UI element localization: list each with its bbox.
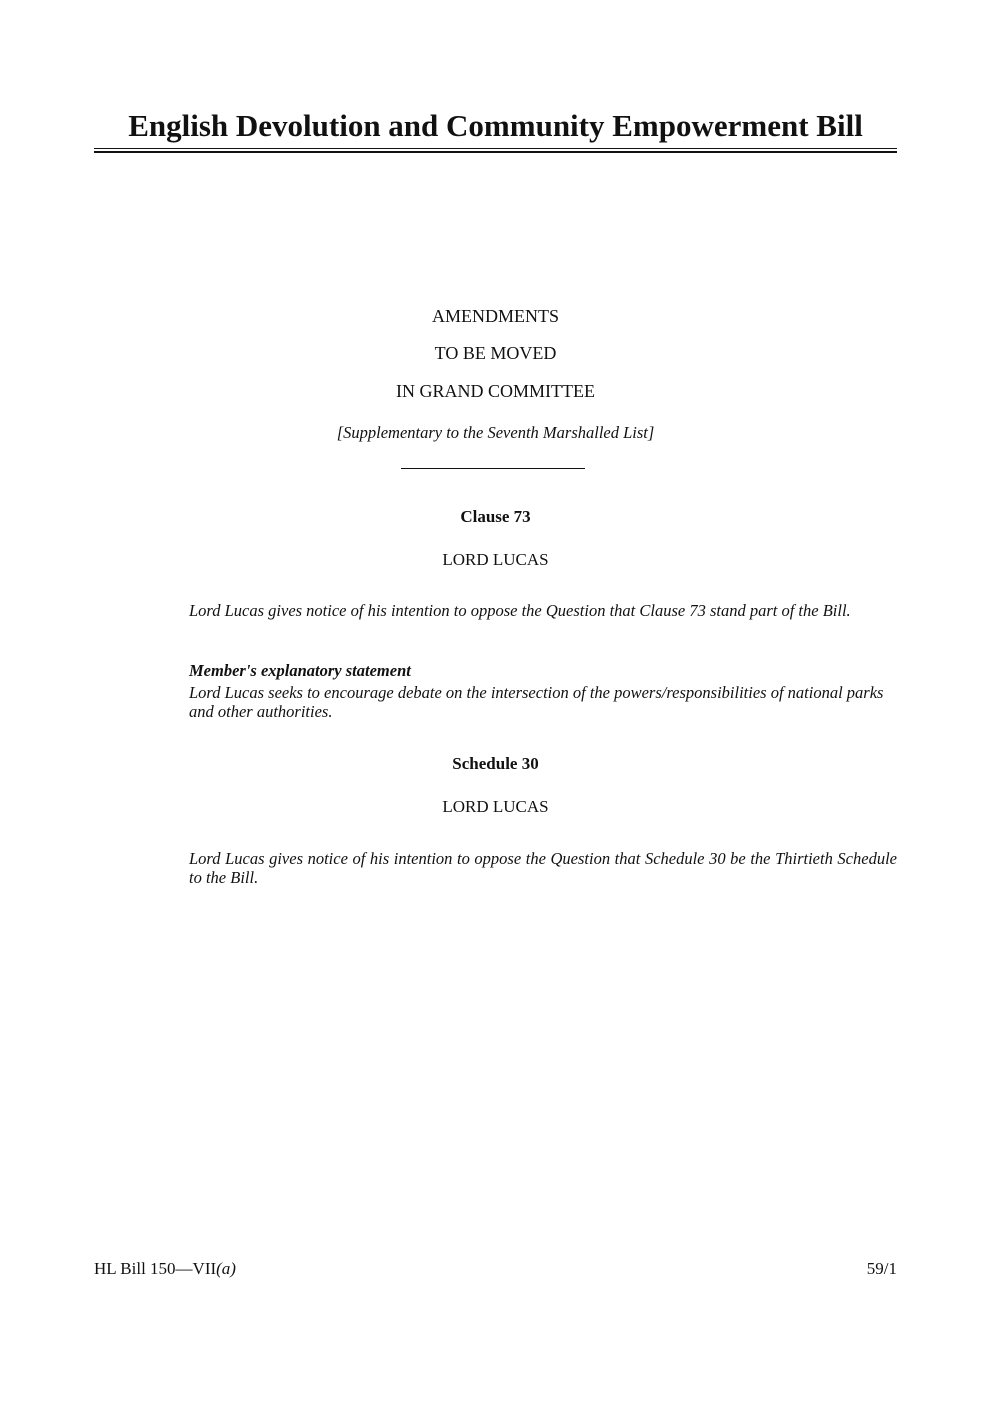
notice-text: Lord Lucas gives notice of his intention to oppose the Question that Clause 73 stand part of the Bill. [189,601,851,620]
bill-reference-suffix: (a) [216,1259,236,1278]
notice-text: Lord Lucas gives notice of his intention to oppose the Question that Schedule 30 be the Thirtieth Schedule to the Bill. [189,849,897,887]
explanatory-statement-text: Lord Lucas seeks to encourage debate on the intersection of the powers/responsibilities of national parks and other authorities. [189,683,884,721]
bill-reference [94,1258,236,1280]
bill-reference-main: HL Bill 150—VII [94,1259,217,1278]
heading-line-3: IN GRAND COMMITTEE [396,381,595,401]
page-reference: 59/1 [866,1259,897,1278]
section-heading-schedule-30: Schedule 30 [452,754,539,773]
explanatory-statement-heading: Member's explanatory statement [189,661,411,680]
member-name: LORD LUCAS [442,550,549,569]
separator-rule [401,468,585,469]
section-heading-clause-73: Clause 73 [460,507,531,526]
title-rule-thick [94,151,897,153]
subtitle: [Supplementary to the Seventh Marshalled List] [336,423,655,442]
member-name: LORD LUCAS [442,797,549,816]
heading-line-2: TO BE MOVED [434,343,557,363]
title-rule-thin [94,148,897,149]
heading-line-1: AMENDMENTS [431,306,559,326]
bill-title: English Devolution and Community Empowerment Bill [128,108,863,143]
